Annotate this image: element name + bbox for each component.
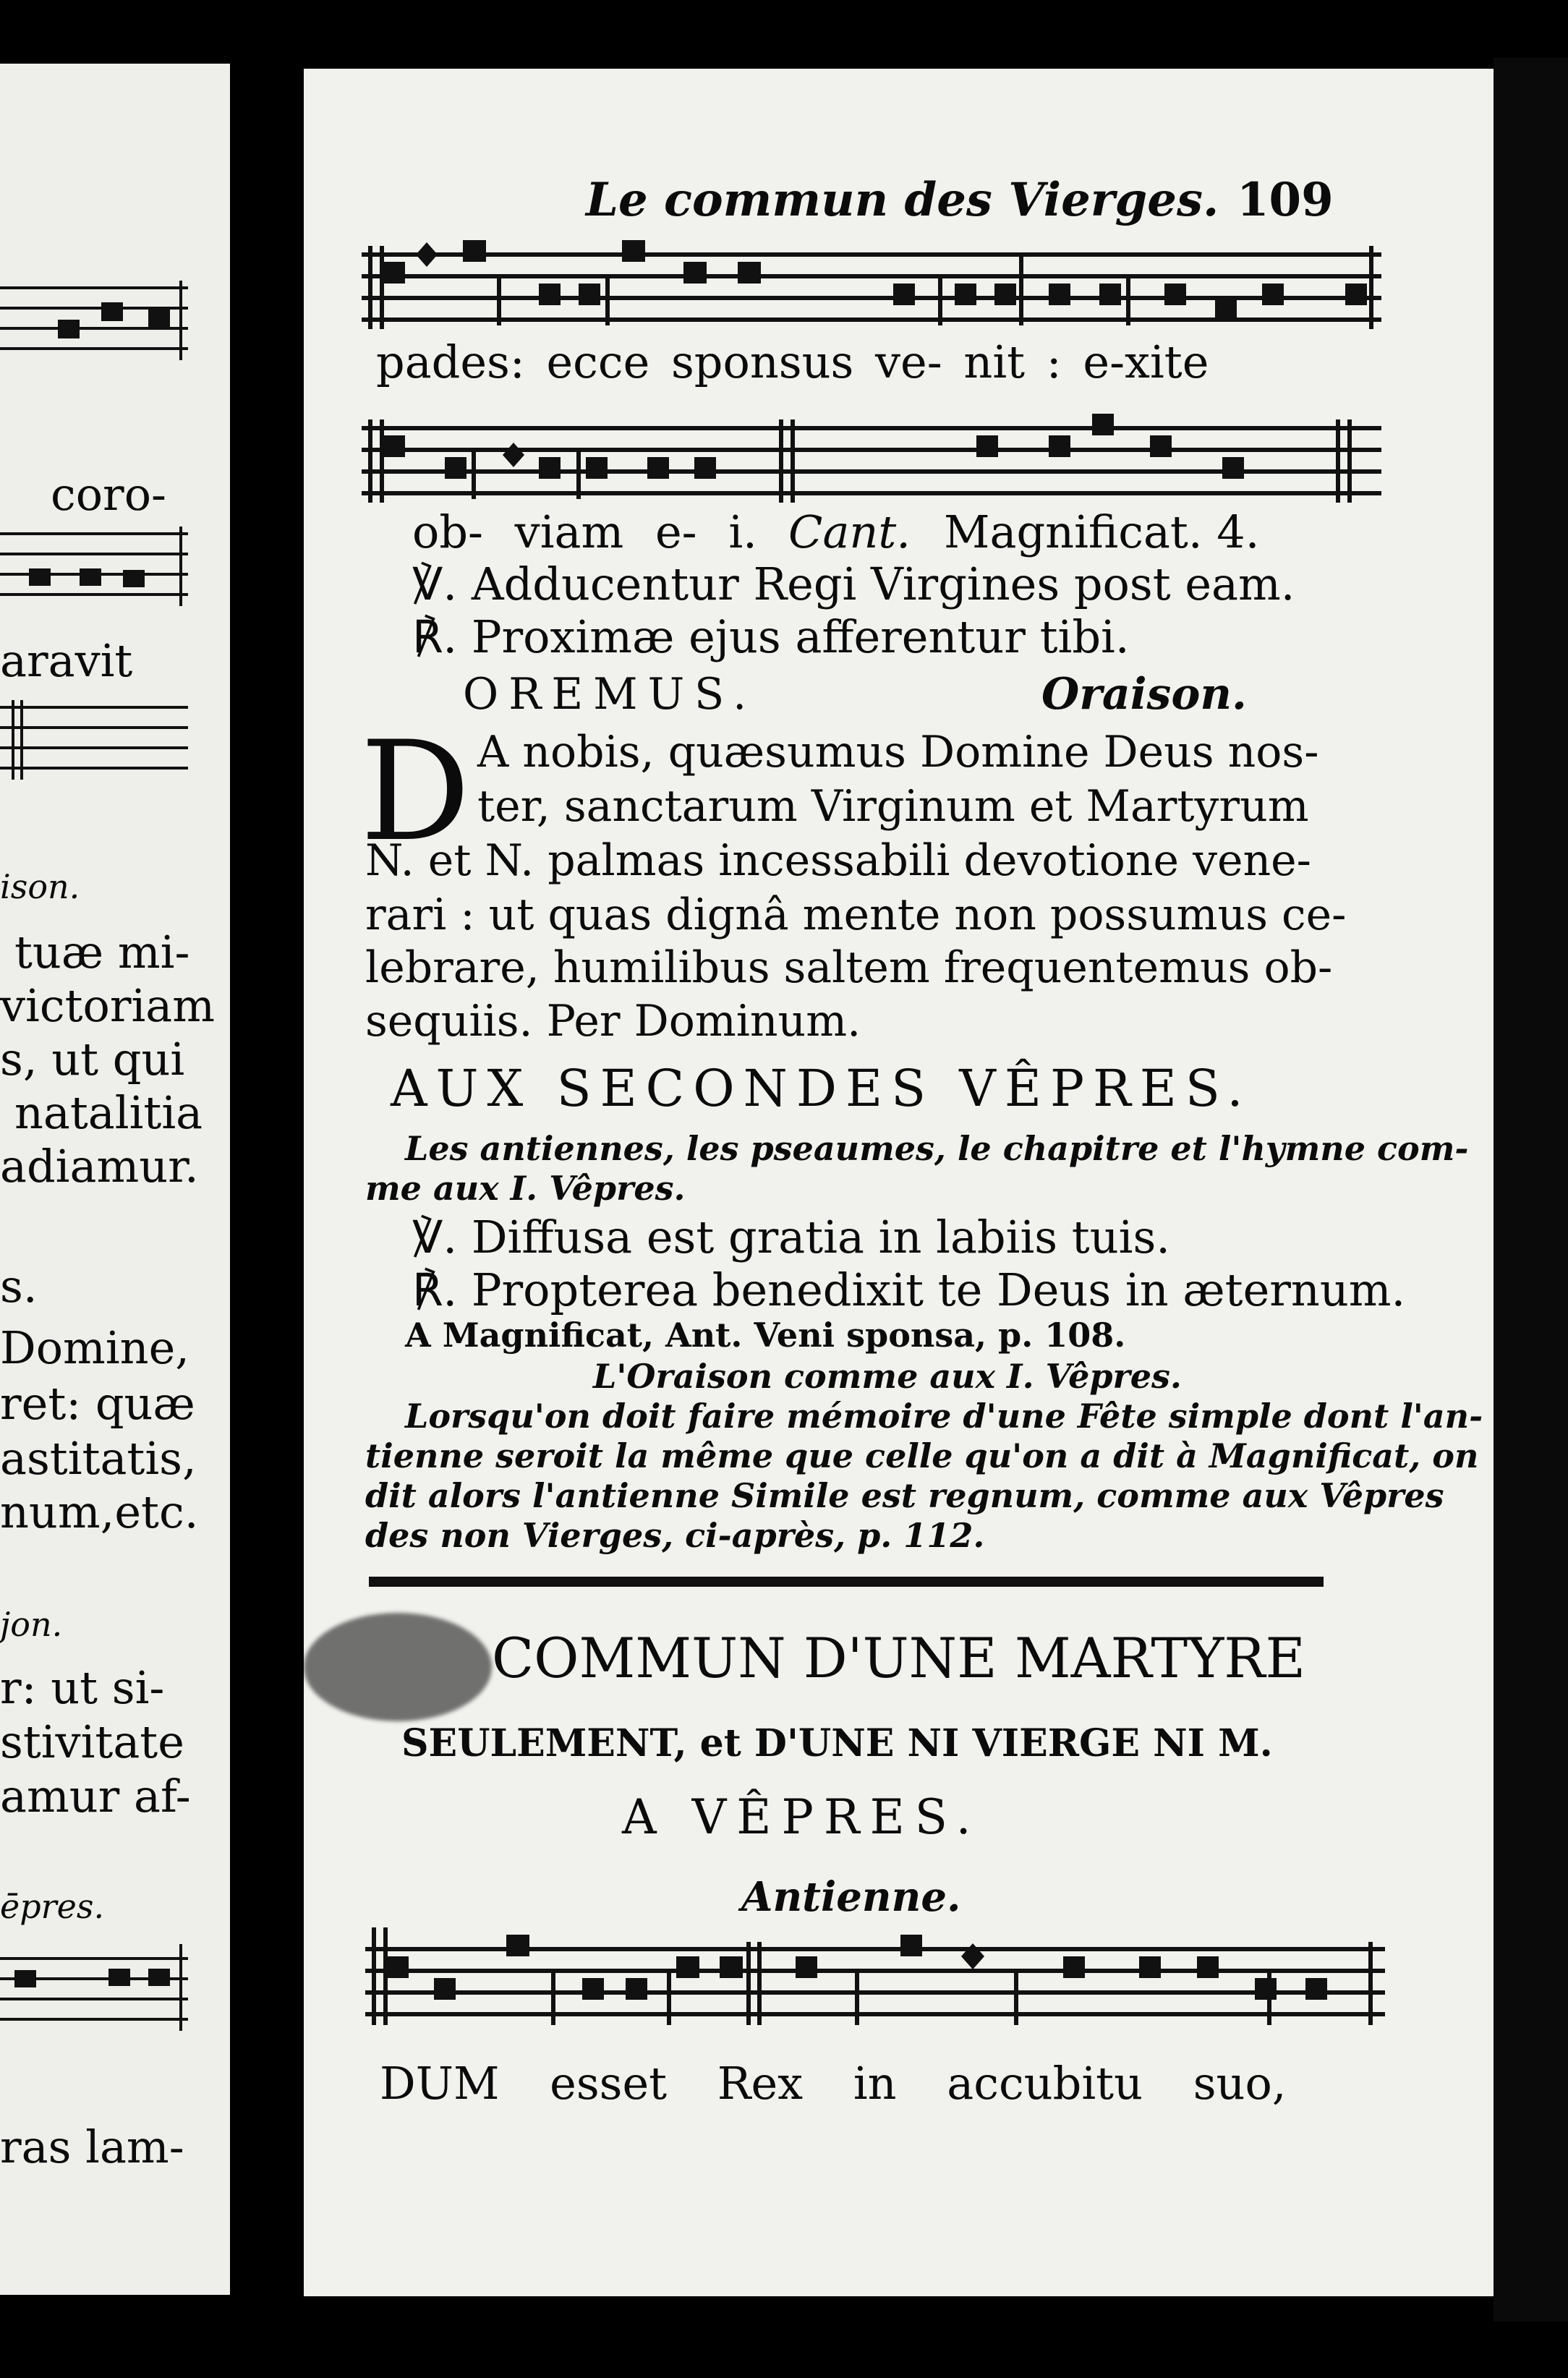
right-edge xyxy=(1494,58,1568,2322)
prayer-line-2: ter, sanctarum Virginum et Martyrum xyxy=(477,781,1309,832)
left-line-11: ret: quæ xyxy=(0,1377,195,1430)
prayer-line-6: sequiis. Per Dominum. xyxy=(365,996,861,1047)
rubric-2-line-4: des non Vierges, ci-après, p. 112. xyxy=(365,1516,985,1555)
chant-3-words: DUM esset Rex in accubitu suo, xyxy=(380,2057,1287,2110)
book-gutter xyxy=(230,64,304,2306)
chant-1-words: pades: ecce sponsus ve- nit : e-xite xyxy=(376,336,1209,388)
section-title: COMMUN D'UNE MARTYRE xyxy=(492,1626,1305,1690)
chant-staff-3 xyxy=(365,1920,1392,2029)
left-line-4: tuæ mi- xyxy=(14,926,190,979)
chant-staff-1 xyxy=(362,231,1389,333)
response-2: ℟. Propterea benedixit te Deus in æternum. xyxy=(412,1263,1406,1316)
left-line-1: coro- xyxy=(51,468,166,521)
left-stave-4 xyxy=(0,1944,230,2038)
chant-2-magnificat: Magnificat. 4. xyxy=(944,506,1260,558)
prayer-line-4: rari : ut quas dignâ mente non possumus ce- xyxy=(365,890,1347,940)
section-divider-rule xyxy=(369,1577,1324,1587)
chant-staff-2 xyxy=(362,405,1389,506)
left-line-8: adiamur. xyxy=(0,1140,199,1193)
rubric-2-line-3: dit alors l'antienne Simile est regnum, comme aux Vêpres xyxy=(365,1476,1444,1515)
antienne-label: Antienne. xyxy=(741,1873,961,1921)
oraison-heading: Oraison. xyxy=(1041,669,1247,720)
drop-cap: D xyxy=(360,712,471,871)
oraison-reference: L'Oraison comme aux I. Vêpres. xyxy=(593,1357,1182,1396)
left-stave-3 xyxy=(0,700,230,780)
prayer-line-3: N. et N. palmas incessabili devotione vene- xyxy=(365,835,1311,886)
left-line-14: jon. xyxy=(0,1605,63,1644)
chant-2-cant: Cant. xyxy=(788,506,911,558)
rubric-2-line-1: Lorsqu'on doit faire mémoire d'une Fête simple dont l'an- xyxy=(405,1397,1483,1436)
section-subtitle: SEULEMENT, et D'UNE NI VIERGE NI M. xyxy=(401,1721,1273,1765)
left-line-16: stivitate xyxy=(0,1716,184,1768)
rubric-1-line-2: me aux I. Vêpres. xyxy=(365,1169,686,1208)
second-vespers-title: AUX SECONDES VÊPRES. xyxy=(391,1059,1252,1118)
left-line-10: Domine, xyxy=(0,1321,189,1374)
page-header-title: Le commun des Vierges. xyxy=(586,173,1219,227)
left-stave-1 xyxy=(0,281,230,360)
rubric-1-line-1: Les antiennes, les pseaumes, le chapitre et l'hymne com- xyxy=(405,1129,1469,1168)
magnificat-reference: A Magnificat, Ant. Veni sponsa, p. 108. xyxy=(405,1316,1126,1355)
ink-blot xyxy=(304,1613,492,1721)
left-line-19: ras lam- xyxy=(0,2121,184,2173)
versicle: ℣. Adducentur Regi Virgines post eam. xyxy=(412,558,1295,610)
rubric-2-line-2: tienne seroit la même que celle qu'on a dit à Magnificat, on xyxy=(365,1436,1479,1475)
left-line-6: s, ut qui xyxy=(0,1033,185,1086)
left-line-7: natalitia xyxy=(14,1086,203,1139)
left-line-15: r: ut si- xyxy=(0,1661,165,1714)
page-number: 109 xyxy=(1237,173,1334,227)
oremus-heading: OREMUS. xyxy=(463,669,757,720)
left-line-13: num,etc. xyxy=(0,1486,199,1538)
left-line-12: astitatis, xyxy=(0,1432,197,1485)
prayer-line-5: lebrare, humilibus saltem frequentemus ob- xyxy=(365,942,1333,993)
response: ℟. Proximæ ejus afferentur tibi. xyxy=(412,610,1130,663)
left-stave-2 xyxy=(0,527,230,606)
chant-2-words: ob- viam e- i. xyxy=(412,506,757,558)
main-page xyxy=(304,69,1494,2296)
left-line-3: ison. xyxy=(0,867,80,906)
left-line-2: aravit xyxy=(0,634,133,687)
prayer-line-1: A nobis, quæsumus Domine Deus nos- xyxy=(477,727,1319,777)
versicle-2: ℣. Diffusa est gratia in labiis tuis. xyxy=(412,1211,1171,1263)
left-line-9: s. xyxy=(0,1260,38,1313)
left-line-18: ēpres. xyxy=(0,1887,105,1926)
left-line-17: amur af- xyxy=(0,1770,191,1823)
vespers-heading: A VÊPRES. xyxy=(622,1789,981,1845)
left-page xyxy=(0,64,230,2295)
left-line-5: victoriam xyxy=(0,979,216,1032)
